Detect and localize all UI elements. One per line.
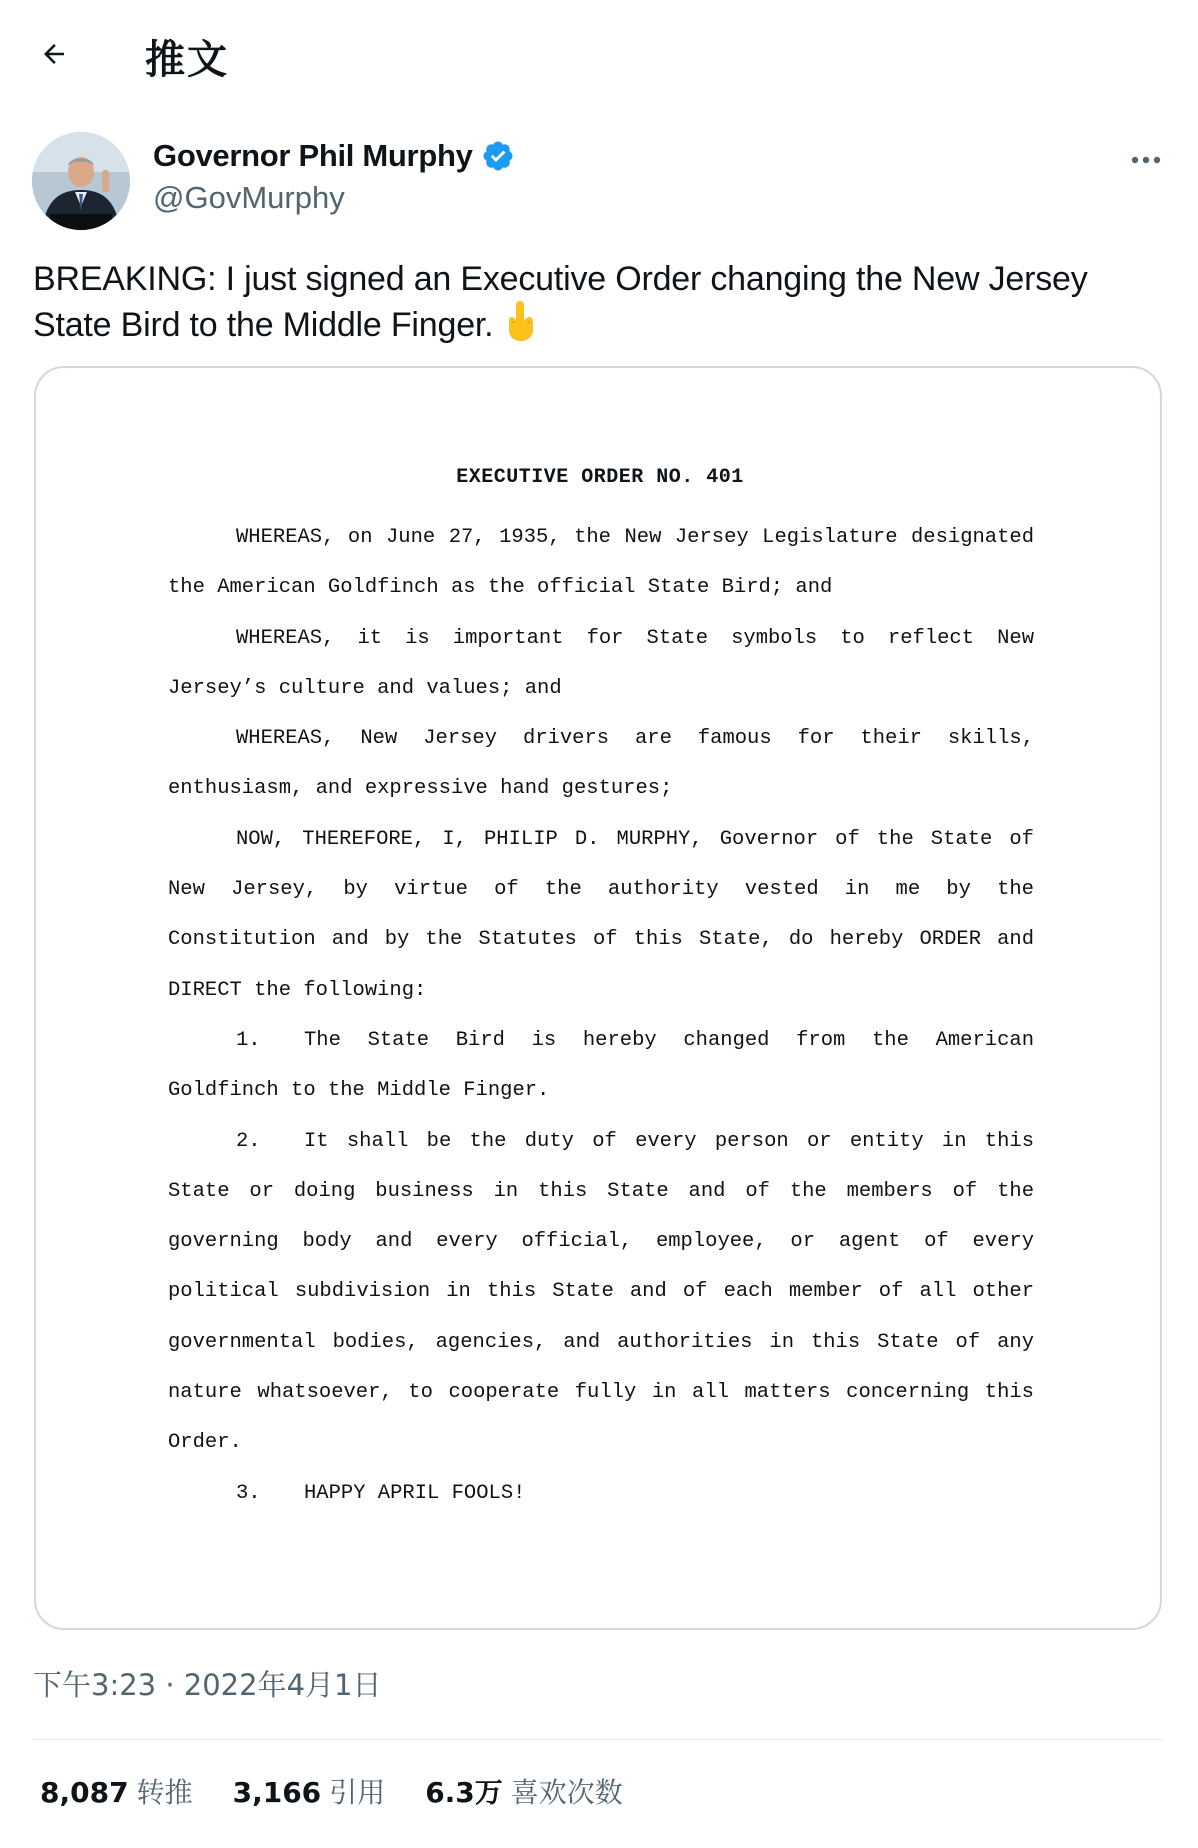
document-item-text: The State Bird is hereby changed from the American Goldfinch to the Middle Finger. [168, 1028, 1034, 1103]
top-bar [0, 0, 1198, 110]
middle-finger-emoji [503, 300, 537, 352]
more-options-button[interactable] [1126, 140, 1166, 180]
verified-badge-icon [481, 139, 515, 173]
more-dots-icon [1130, 155, 1162, 165]
document-item [168, 1469, 1034, 1519]
arrow-left-icon [39, 39, 69, 69]
quotes-count: 3,166 [232, 1776, 322, 1809]
likes-stat[interactable] [425, 1771, 623, 1811]
author-display-name[interactable]: Governor Phil Murphy [153, 138, 473, 173]
document-item [168, 1016, 1034, 1117]
document-item-number: 3. [236, 1481, 261, 1505]
document-item-number: 1. [236, 1028, 261, 1052]
page-title: 推文 [145, 37, 229, 83]
likes-count: 6.3万 [425, 1776, 503, 1809]
avatar[interactable] [32, 132, 130, 230]
document-paragraph: WHEREAS, New Jersey drivers are famous for their skills, enthusiasm, and expressive hand gestures; [168, 727, 1034, 801]
engagement-stats [40, 1771, 663, 1811]
quotes-stat[interactable] [233, 1771, 386, 1811]
document-paragraph: WHEREAS, it is important for State symbols to reflect New Jersey’s culture and values; and [168, 626, 1034, 700]
tweet-timestamp[interactable]: 下午3:23 · 2022年4月1日 [33, 1668, 382, 1702]
document-item-text: It shall be the duty of every person or entity in this State or doing business in this State and of the members of the governing body and every official, employee, or agent of every political subdivision in this State and of each member of all other governmental bodies, agencies, and authorities in this State of any nature whatsoever, to cooperate fully in all matters concerning this Order. [168, 1129, 1034, 1455]
retweets-label: 转推 [136, 1776, 193, 1809]
document-body [168, 513, 1034, 1519]
media-card[interactable] [34, 366, 1162, 1630]
retweets-stat[interactable] [40, 1771, 193, 1811]
tweet-text [33, 258, 1153, 352]
retweets-count: 8,087 [40, 1776, 129, 1809]
author-handle[interactable]: @GovMurphy [153, 180, 345, 215]
quotes-label: 引用 [329, 1776, 386, 1809]
divider [32, 1739, 1164, 1740]
document-item-number: 2. [236, 1129, 261, 1153]
document-title: EXECUTIVE ORDER NO. 401 [456, 466, 744, 489]
document-paragraph: WHEREAS, on June 27, 1935, the New Jersey Legislature designated the American Goldfinch as the official State Bird; and [168, 526, 1034, 600]
tweet-body: BREAKING: I just signed an Executive Order changing the New Jersey State Bird to the Middle Finger. [33, 260, 1088, 344]
author-name-row [153, 138, 515, 174]
avatar-photo [32, 132, 130, 230]
document-item [168, 1117, 1034, 1469]
document-item-text: HAPPY APRIL FOOLS! [304, 1481, 526, 1505]
likes-label: 喜欢次数 [510, 1776, 623, 1809]
document-paragraph: NOW, THEREFORE, I, PHILIP D. MURPHY, Governor of the State of New Jersey, by virtue of the authority vested in me by the Constitution and by the Statutes of this State, do hereby ORDER and DIRECT the following: [168, 827, 1034, 1002]
back-button[interactable] [30, 30, 78, 78]
